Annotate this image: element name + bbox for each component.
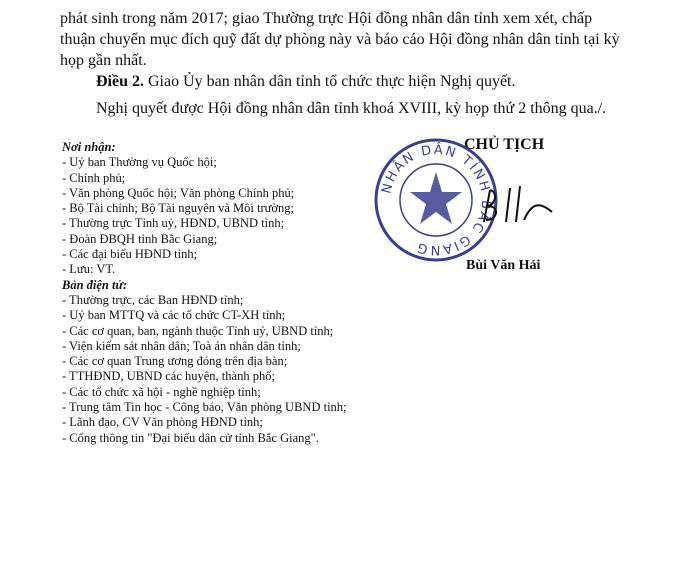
- electronic-recipient-item: - TTHĐND, UBND các huyện, thành phố;: [62, 369, 275, 384]
- recipient-item: - Các đại biểu HĐND tỉnh;: [62, 247, 198, 262]
- electronic-recipient-item: - Thường trực, các Ban HĐND tỉnh;: [62, 292, 244, 307]
- signer-name: Bùi Văn Hải: [466, 258, 541, 273]
- recipient-item: - Bộ Tài chính; Bộ Tài nguyên và Môi trường;: [62, 201, 294, 216]
- signer-title: CHỦ TỊCH: [464, 136, 545, 153]
- recipient-item: - Văn phòng Quốc hội; Văn phòng Chính phủ;: [62, 185, 295, 200]
- article-2-label: Điều 2.: [96, 73, 144, 90]
- recipient-item: - Thường trực Tỉnh uỷ, HĐND, UBND tỉnh;: [62, 216, 285, 231]
- paragraph-1: phát sinh trong năm 2017; giao Thường trực Hội đồng nhân dân tỉnh xem xét, chấp thuận chuyển mục đích quỹ đất dự phòng này và báo cáo Hội đồng nhân dân tỉnh tại kỳ họp gần nhất.: [60, 10, 620, 69]
- signature-block: [372, 132, 632, 282]
- recipients-block: [62, 140, 392, 446]
- recipient-item: - Chính phủ;: [62, 170, 126, 185]
- recipient-item: - Uỷ ban Thường vụ Quốc hội;: [62, 155, 217, 170]
- electronic-recipient-item: - Các cơ quan, ban, ngành thuộc Tỉnh uỷ, UBND tỉnh;: [62, 323, 334, 338]
- closing-paragraph: Nghị quyết được Hội đồng nhân dân tỉnh khoá XVIII, kỳ họp thứ 2 thông qua./.: [96, 100, 607, 117]
- handwritten-signature-icon: [476, 182, 556, 232]
- recipients-heading: Nơi nhận:: [62, 140, 116, 154]
- electronic-heading: Bản điện tử:: [62, 277, 128, 292]
- electronic-recipient-item: - Các cơ quan Trung ương đóng trên địa bàn;: [62, 354, 288, 369]
- electronic-recipient-item: - Uỷ ban MTTQ và các tổ chức CT-XH tỉnh;: [62, 308, 286, 323]
- seal-text: NHÂN DÂN TỈNH BẮC GIANG: [379, 142, 494, 258]
- article-2-text: Giao Ủy ban nhân dân tỉnh tổ chức thực hiện Nghị quyết.: [144, 73, 516, 90]
- recipient-item: - Lưu: VT.: [62, 262, 116, 277]
- article-2: [96, 71, 656, 92]
- electronic-recipient-item: - Lãnh đạo, CV Văn phòng HĐND tỉnh;: [62, 415, 263, 430]
- recipients-list: [62, 155, 392, 277]
- electronic-recipient-item: - Cổng thông tin "Đại biểu dân cử tỉnh Bắc Giang".: [62, 430, 319, 445]
- electronic-recipient-item: - Viện kiểm sát nhân dân; Toà án nhân dân tỉnh;: [62, 338, 301, 353]
- electronic-recipient-item: - Các tổ chức xã hội - nghề nghiệp tỉnh;: [62, 384, 261, 399]
- electronic-list: [62, 293, 392, 446]
- recipient-item: - Đoàn ĐBQH tỉnh Bắc Giang;: [62, 231, 218, 246]
- electronic-recipient-item: - Trung tâm Tin học - Công báo, Văn phòng UBND tỉnh;: [62, 400, 347, 415]
